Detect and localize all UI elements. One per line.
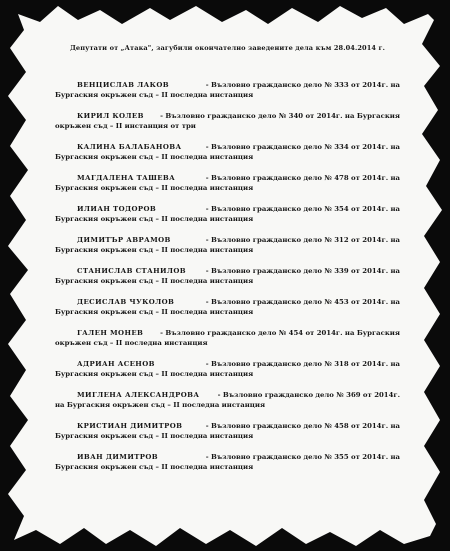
- deputy-name: АДРИАН АСЕНОВ: [77, 360, 155, 368]
- entry-first-line: [55, 390, 400, 400]
- court-text: окръжен съд – II последна инстанция: [55, 339, 208, 347]
- court-text: Бургаския окръжен съд – II последна инстанция: [55, 184, 254, 192]
- entry-first-line: [55, 421, 400, 431]
- list-item: [55, 80, 400, 100]
- list-item: [55, 142, 400, 162]
- deputy-name: ИВАН ДИМИТРОВ: [77, 453, 158, 461]
- deputy-name: МИГЛЕНА АЛЕКСАНДРОВА: [77, 391, 200, 399]
- case-text: - Възловно гражданско дело № 478 от 2014г. на: [205, 174, 400, 182]
- court-text: Бургаския окръжен съд – II последна инстанция: [55, 277, 254, 285]
- court-text: Бургаския окръжен съд – II последна инстанция: [55, 246, 254, 254]
- list-item: [55, 266, 400, 286]
- court-text: Бургаския окръжен съд – II последна инстанция: [55, 463, 254, 471]
- case-text: - Възловно гражданско дело № 454 от 2014г. на Бургаския: [160, 329, 400, 337]
- document-body: [55, 44, 400, 483]
- case-text: - Възловно гражданско дело № 355 от 2014г. на: [205, 453, 400, 461]
- case-text: - Възловно гражданско дело № 312 от 2014г. на: [205, 236, 400, 244]
- list-item: [55, 328, 400, 348]
- entry-first-line: [55, 297, 400, 307]
- list-item: [55, 421, 400, 441]
- deputy-name: ГАЛЕН МОНЕВ: [77, 329, 144, 337]
- entry-first-line: [55, 173, 400, 183]
- deputy-name: ВЕНЦИСЛАВ ЛАКОВ: [77, 81, 169, 89]
- list-item: [55, 111, 400, 131]
- court-text: Бургаския окръжен съд – II последна инстанция: [55, 308, 254, 316]
- entry-first-line: [55, 111, 400, 121]
- court-text: Бургаския окръжен съд – II последна инстанция: [55, 91, 254, 99]
- case-text: - Възловно гражданско дело № 340 от 2014г. на Бургаския: [160, 112, 400, 120]
- court-text: Бургаския окръжен съд – II последна инстанция: [55, 215, 254, 223]
- list-item: [55, 235, 400, 255]
- case-text: - Възловно гражданско дело № 334 от 2014г. на: [205, 143, 400, 151]
- deputy-name: ДИМИТЪР АВРАМОВ: [77, 236, 171, 244]
- list-item: [55, 452, 400, 472]
- case-text: - Възловно гражданско дело № 318 от 2014г. на: [205, 360, 400, 368]
- case-text: - Възловно гражданско дело № 333 от 2014г. на: [205, 81, 400, 89]
- entry-first-line: [55, 235, 400, 245]
- deputy-name: МАГДАЛЕНА ТАШЕВА: [77, 174, 176, 182]
- list-item: [55, 204, 400, 224]
- case-text: - Възловно гражданско дело № 354 от 2014г. на: [205, 205, 400, 213]
- case-text: - Възловно гражданско дело № 453 от 2014г. на: [205, 298, 400, 306]
- deputy-name: СТАНИСЛАВ СТАНИЛОВ: [77, 267, 187, 275]
- entries-list: [55, 80, 400, 472]
- entry-first-line: [55, 204, 400, 214]
- court-text: Бургаския окръжен съд – II последна инстанция: [55, 370, 254, 378]
- deputy-name: ИЛИАН ТОДОРОВ: [77, 205, 157, 213]
- entry-first-line: [55, 328, 400, 338]
- deputy-name: КАЛИНА БАЛАБАНОВА: [77, 143, 182, 151]
- court-text: Бургаския окръжен съд – II последна инстанция: [55, 432, 254, 440]
- entry-first-line: [55, 80, 400, 90]
- list-item: [55, 390, 400, 410]
- entry-first-line: [55, 359, 400, 369]
- case-text: - Възловно гражданско дело № 458 от 2014г. на: [205, 422, 400, 430]
- deputy-name: КИРИЛ КОЛЕВ: [77, 112, 144, 120]
- entry-first-line: [55, 142, 400, 152]
- entry-first-line: [55, 452, 400, 462]
- deputy-name: КРИСТИАН ДИМИТРОВ: [77, 422, 183, 430]
- deputy-name: ДЕСИСЛАВ ЧУКОЛОВ: [77, 298, 175, 306]
- list-item: [55, 297, 400, 317]
- case-text: - Възловно гражданско дело № 339 от 2014г. на: [205, 267, 400, 275]
- document-title: Депутати от „Атака", загубили окончателно заведените дела към 28.04.2014 г.: [69, 44, 386, 52]
- case-text: - Възловно гражданско дело № 369 от 2014г.: [217, 391, 400, 399]
- court-text: Бургаския окръжен съд – II последна инстанция: [55, 153, 254, 161]
- list-item: [55, 359, 400, 379]
- court-text: на Бургаския окръжен съд – II последна инстанция: [55, 401, 266, 409]
- entry-first-line: [55, 266, 400, 276]
- court-text: окръжен съд – II инстанция от три: [55, 122, 196, 130]
- list-item: [55, 173, 400, 193]
